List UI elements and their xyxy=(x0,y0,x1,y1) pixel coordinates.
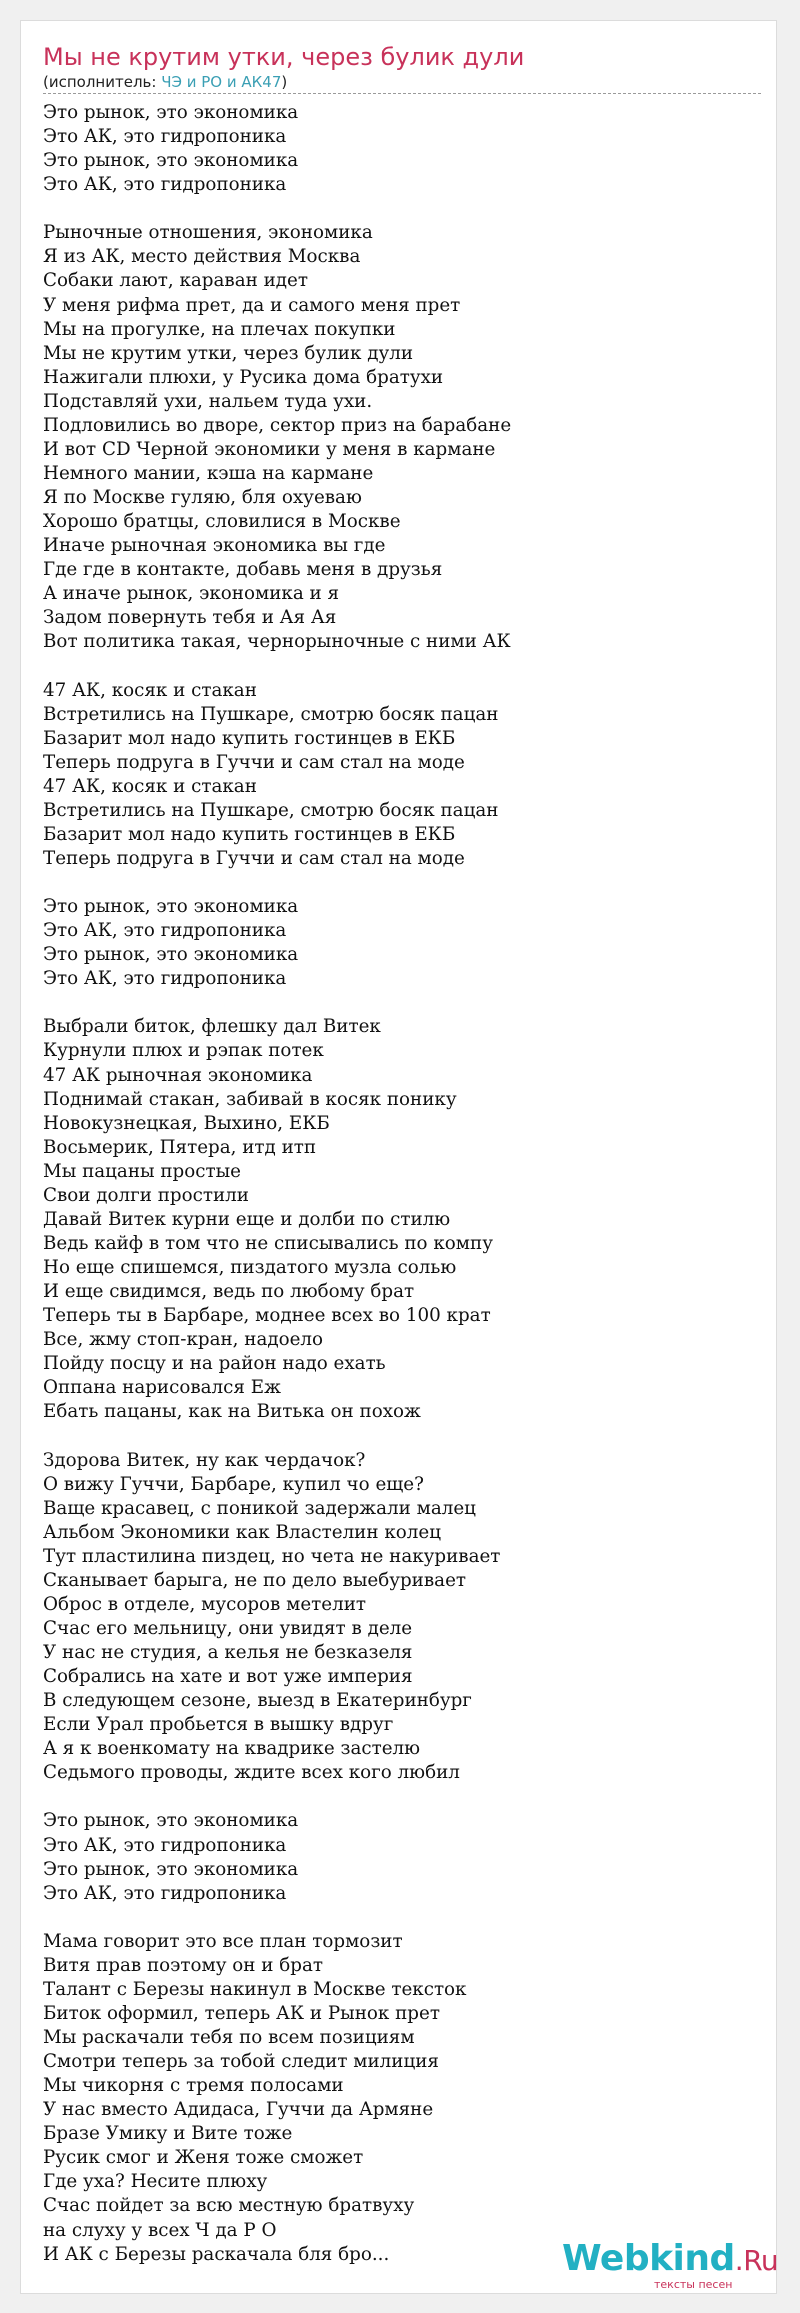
lyrics-text: Это рынок, это экономика Это АК, это гидропоника Это рынок, это экономика Это АК, это гидропоника Рыночные отношения, экономика Я из АК, место действия Москва Собаки лают, караван идет У меня рифма прет, да и самого меня прет Мы на прогулке, на плечах покупки Мы не крутим утки, через булик дули Нажигали плюхи, у Русика дома братухи Подставляй ухи, нальем туда ухи. Подловились во дворе, сектор приз на барабане И вот CD Черной экономики у меня в кармане Немного мании, кэша на кармане Я по Москве гуляю, бля охуеваю Хорошо братцы, словилися в Москве Иначе рыночная экономика вы где Где где в контакте, добавь меня в друзья А иначе рынок, экономика и я Задом повернуть тебя и Ая Ая Вот политика такая, чернорыночные с ними АК 47 АК, косяк и стакан Встретились на Пушкаре, смотрю босяк пацан Базарит мол надо купить гостинцев в ЕКБ Теперь подруга в Гуччи и сам стал на моде 47 АК, косяк и стакан Встретились на Пушкаре, смотрю босяк пацан Базарит мол надо купить гостинцев в ЕКБ Теперь подруга в Гуччи и сам стал на моде Это рынок, это экономика Это АК, это гидропоника Это рынок, это экономика Это АК, это гидропоника Выбрали биток, флешку дал Витек Курнули плюх и рэпак потек 47 АК рыночная экономика Поднимай стакан, забивай в косяк понику Новокузнецкая, Выхино, ЕКБ Восьмерик, Пятера, итд итп Мы пацаны простые Свои долги простили Давай Витек курни еще и долби по стилю Ведь кайф в том что не списывались по компу Но еще спишемся, пиздатого музла солью И еще свидимся, ведь по любому брат Теперь ты в Барбаре, моднее всех во 100 крат Все, жму стоп-кран, надоело Пойду посцу и на район надо ехать Оппана нарисовался Еж Ебать пацаны, как на Витька он похож Здорова Витек, ну как чердачок? О вижу Гуччи, Барбаре, купил чо еще? Ваще красавец, с поникой задержали малец Альбом Экономики как Властелин колец Тут пластилина пиздец, но чета не накуривает Сканывает барыга, не по дело выебуривает Оброс в отделе, мусоров метелит Счас его мельницу, они увидят в деле У нас не студия, а келья не безказеля Собрались на хате и вот уже империя В следующем сезоне, выезд в Екатеринбург Если Урал пробьется в вышку вдруг А я к военкомату на квадрике застелю Седьмого проводы, ждите всех кого любил Это рынок, это экономика Это АК, это гидропоника Это рынок, это экономика Это АК, это гидропоника Мама говорит это все план тормозит Витя прав поэтому он и брат Талант с Березы накинул в Москве тексток Биток оформил, теперь АК и Рынок прет Мы раскачали тебя по всем позициям Смотри теперь за тобой следит милиция Мы чикорня с тремя полосами У нас вместо Адидаса, Гуччи да Армяне Бразе Умику и Вите тоже Русик смог и Женя тоже сможет Где уха? Несите плюху Счас пойдет за всю местную братвуху на слуху у всех Ч да Р О И АК с Березы раскачала бля бро... xyxy=(43,102,512,2265)
artist-line xyxy=(43,72,761,94)
artist-link[interactable]: ЧЭ и РО и АК47 xyxy=(161,73,282,91)
song-title: Мы не крутим утки, через булик дули xyxy=(43,43,525,71)
lyrics-card xyxy=(20,20,777,2294)
logo-tld: .Ru xyxy=(734,2244,779,2277)
artist-prefix: (исполнитель: xyxy=(43,73,162,91)
logo-tagline: тексты песен xyxy=(654,2278,733,2291)
logo-name: Webkind xyxy=(562,2238,735,2279)
artist-suffix: ) xyxy=(281,73,288,91)
site-logo[interactable] xyxy=(562,2237,779,2292)
logo-wordmark xyxy=(562,2237,778,2283)
